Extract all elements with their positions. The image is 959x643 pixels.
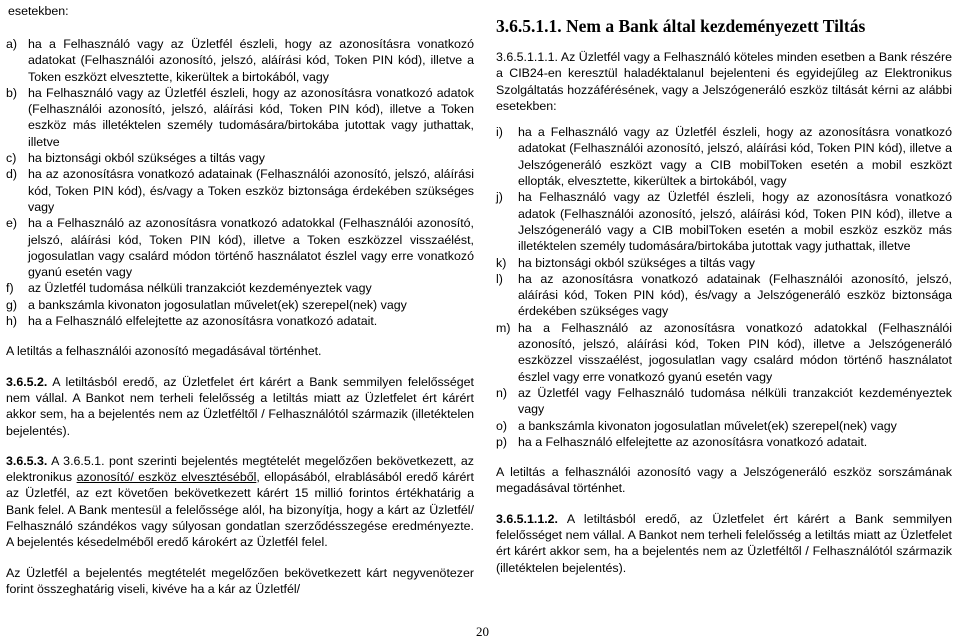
list-item-text: a bankszámla kivonaton jogosulatlan művelet(ek) szerepel(nek) vagy [28,297,407,312]
list-item-label: o) [496,418,508,433]
list-item-text: ha a Felhasználó elfelejtette az azonosításra vonatkozó adatait. [28,314,378,329]
list-item-label: j) [496,190,503,205]
list-item [496,434,952,450]
paragraph-3-6-5-2 [6,374,474,439]
list-item [496,418,952,434]
paragraph-3-6-5-1-1-1: 3.6.5.1.1.1. Az Üzletfél vagy a Felhasználó köteles minden esetben a Bank részére a CIB24-en keresztül haladéktalanul bejelenteni és egyidejűleg az Elektronikus Szolgáltatás hozzáférésének, vagy a Jelszógeneráló eszköz tiltását kérni az alábbi esetekben: [496,50,952,113]
list-item [6,166,474,215]
list-item-label: e) [6,216,18,231]
list-item-label: l) [496,271,503,286]
list-item-label: f) [6,281,14,296]
list-item-text: az Üzletfél vagy Felhasználó tudomása nélküli tranzakciót kezdeményeztek vagy [518,385,952,417]
list-item-text: ha az azonosításra vonatkozó adatainak (Felhasználói azonosító, jelszó, aláírási kód, Token PIN kód), és/vagy a Token eszköz biztonsága érdekében szükséges vagy [28,167,474,214]
paragraph-last: Az Üzletfél a bejelentés megtételét megelőzően bekövetkezett kárt negyvenötezer forint összeghatárig viseli, kivéve ha a kár az Üzletfél/ [6,565,474,596]
list-item-text: ha biztonsági okból szükséges a tiltás vagy [28,151,265,166]
underlined-text: azonosító/ eszköz elvesztéséből [76,470,257,485]
list-item-text: ha a Felhasználó az azonosításra vonatkozó adatokkal (Felhasználói azonosító, jelszó, aláírási kód, Token PIN kód), illetve a Token eszközzel visszaélést, jogosulatlan vagy csalárd módon történő használatot észlel vagy erre vonatkozó gyanú esetén vagy [28,216,474,280]
list-item-label: g) [6,297,18,312]
list-item-label: c) [6,151,17,166]
list-item-text: ha Felhasználó vagy az Üzletfél észleli, hogy az azonosításra vonatkozó adatok (Felhasználói azonosító, jelszó, aláírási kód, Token PIN kód), illetve a Jelszógeneráló vagy a CIB mobilToken esetén a mobil eszköz eszköz más illetéktelen személy tudomására/birtokába jutottak vagy juthattak, illetve [518,190,952,254]
list-item-text: ha az azonosításra vonatkozó adatainak (Felhasználói azonosító, jelszó, aláírási kód, Token PIN kód), és/vagy a Jelszógeneráló eszköz biztonsága érdekében szükséges vagy [518,271,952,319]
paragraph-text: A letiltásból eredő, az Üzletfelet ért kárért a Bank semmilyen felelősséget nem vállal. A Bankot nem terheli felelősség a letiltás miatt az Üzletfelet ért kárért akkor sem, ha a bejelentés nem az Üzletféltől / Felhasználótól származik (illetéktelen bejelentés). [6,374,474,438]
list-item [6,150,474,166]
list-item [496,271,952,320]
left-column [6,0,474,597]
list-item-text: ha a Felhasználó vagy az Üzletfél észleli, hogy az azonosításra vonatkozó adatokat (Felhasználói azonosító, jelszó, aláírási kód, Token PIN kód), illetve a Jelszógeneráló eszközt vagy a CIB mobilToken esetén a mobil eszközt ellopták, elvesztette, kikerültek a birtokából, vagy [518,125,952,189]
list-item [496,385,952,418]
right-column [496,0,952,576]
paragraph-3-6-5-1-1-2 [496,511,952,576]
list-item [496,124,952,189]
list-item-label: d) [6,167,18,182]
list-item [496,255,952,271]
left-revoke-sentence: A letiltás a felhasználói azonosító megadásával történhet. [6,344,322,359]
list-item-label: n) [496,385,508,400]
paragraph-3-6-5-3 [6,453,474,551]
list-item [6,313,474,329]
continuation-word: esetekben: [8,4,69,18]
section-heading: 3.6.5.1.1. Nem a Bank által kezdeményezett Tiltás [496,16,866,36]
list-item-text: a bankszámla kivonaton jogosulatlan művelet(ek) szerepel(nek) vagy [518,418,897,433]
list-item-label: m) [496,320,511,335]
list-item-text: ha a Felhasználó elfelejtette az azonosításra vonatkozó adatait. [518,434,868,449]
paragraph-text: A 3.6.5.1. pont szerinti bejelentés megtételét megelőzően bekövetkezett, az elektronikus [6,453,474,485]
list-item-text: ha a Felhasználó vagy az Üzletfél észleli, hogy az azonosításra vonatkozó adatokat (Felhasználói azonosító, jelszó, aláírási kód, Token PIN kód), illetve a Token eszközt elvesztette, kikerültek a birtokából, vagy [28,37,474,84]
paragraph-number: 3.6.5.2. [6,374,48,389]
list-item-label: k) [496,255,507,270]
paragraph-text: , ellopásából, elrablásából eredő kárért az Üzletfél, az ezt követően bekövetkezett kárért 15 millió forintos értékhatárig a Bank felel. A Bank mentesül a felelőssége alól, ha bizonyítja, hogy a kárt az Üzletfél/ Felhasználó szándékos vagy súlyosan gondatlan szerződésszegése eredményezte. A bejelentés késedelméből eredő károkért az Üzletfél felel. [6,470,475,550]
list-item-label: i) [496,125,503,140]
list-item [6,297,474,313]
list-item [496,189,952,254]
left-case-list [6,36,474,329]
list-item-text: az Üzletfél tudomása nélküli tranzakciót kezdeményeztek vagy [28,281,372,296]
list-item-text: ha Felhasználó vagy az Üzletfél észleli, hogy az azonosításra vonatkozó adatok (Felhasználói azonosító, jelszó, aláírási kód, Token PIN kód), illetve a Token eszköz más illetéktelen személy tudomására/birtokába jutottak vagy juthattak, illetve [28,85,474,149]
right-revoke-sentence: A letiltás a felhasználói azonosító vagy a Jelszógeneráló eszköz sorszámának megadásával történhet. [496,465,952,496]
right-case-list [496,124,952,450]
paragraph-number: 3.6.5.3. [6,453,48,468]
list-item [6,85,474,150]
list-item [6,280,474,296]
list-item-label: h) [6,314,18,329]
list-item-label: a) [6,37,18,51]
list-item-text: ha a Felhasználó az azonosításra vonatkozó adatokkal (Felhasználói azonosító, jelszó, aláírási kód, Token PIN kód), illetve a Jelszógeneráló eszközzel visszaélést, jogosulatlan vagy csalárd módon történő használatot észlel vagy erre vonatkozó gyanú esetén vagy [518,320,952,384]
list-item [6,215,474,280]
page-number: 20 [476,624,489,639]
list-item-label: b) [6,85,18,100]
list-item [6,36,474,85]
paragraph-text: A letiltásból eredő, az Üzletfelet ért kárért a Bank semmilyen felelősséget nem vállal. A Bankot nem terheli felelősség a letiltás miatt az Üzletfelet ért kárért akkor sem, ha a bejelentés nem az Üzletféltől / Felhasználótól származik (illetéktelen bejelentés). [496,511,952,575]
list-item [496,320,952,385]
list-item-text: ha biztonsági okból szükséges a tiltás vagy [518,255,755,270]
paragraph-number: 3.6.5.1.1.2. [496,511,559,526]
list-item-label: p) [496,434,508,449]
